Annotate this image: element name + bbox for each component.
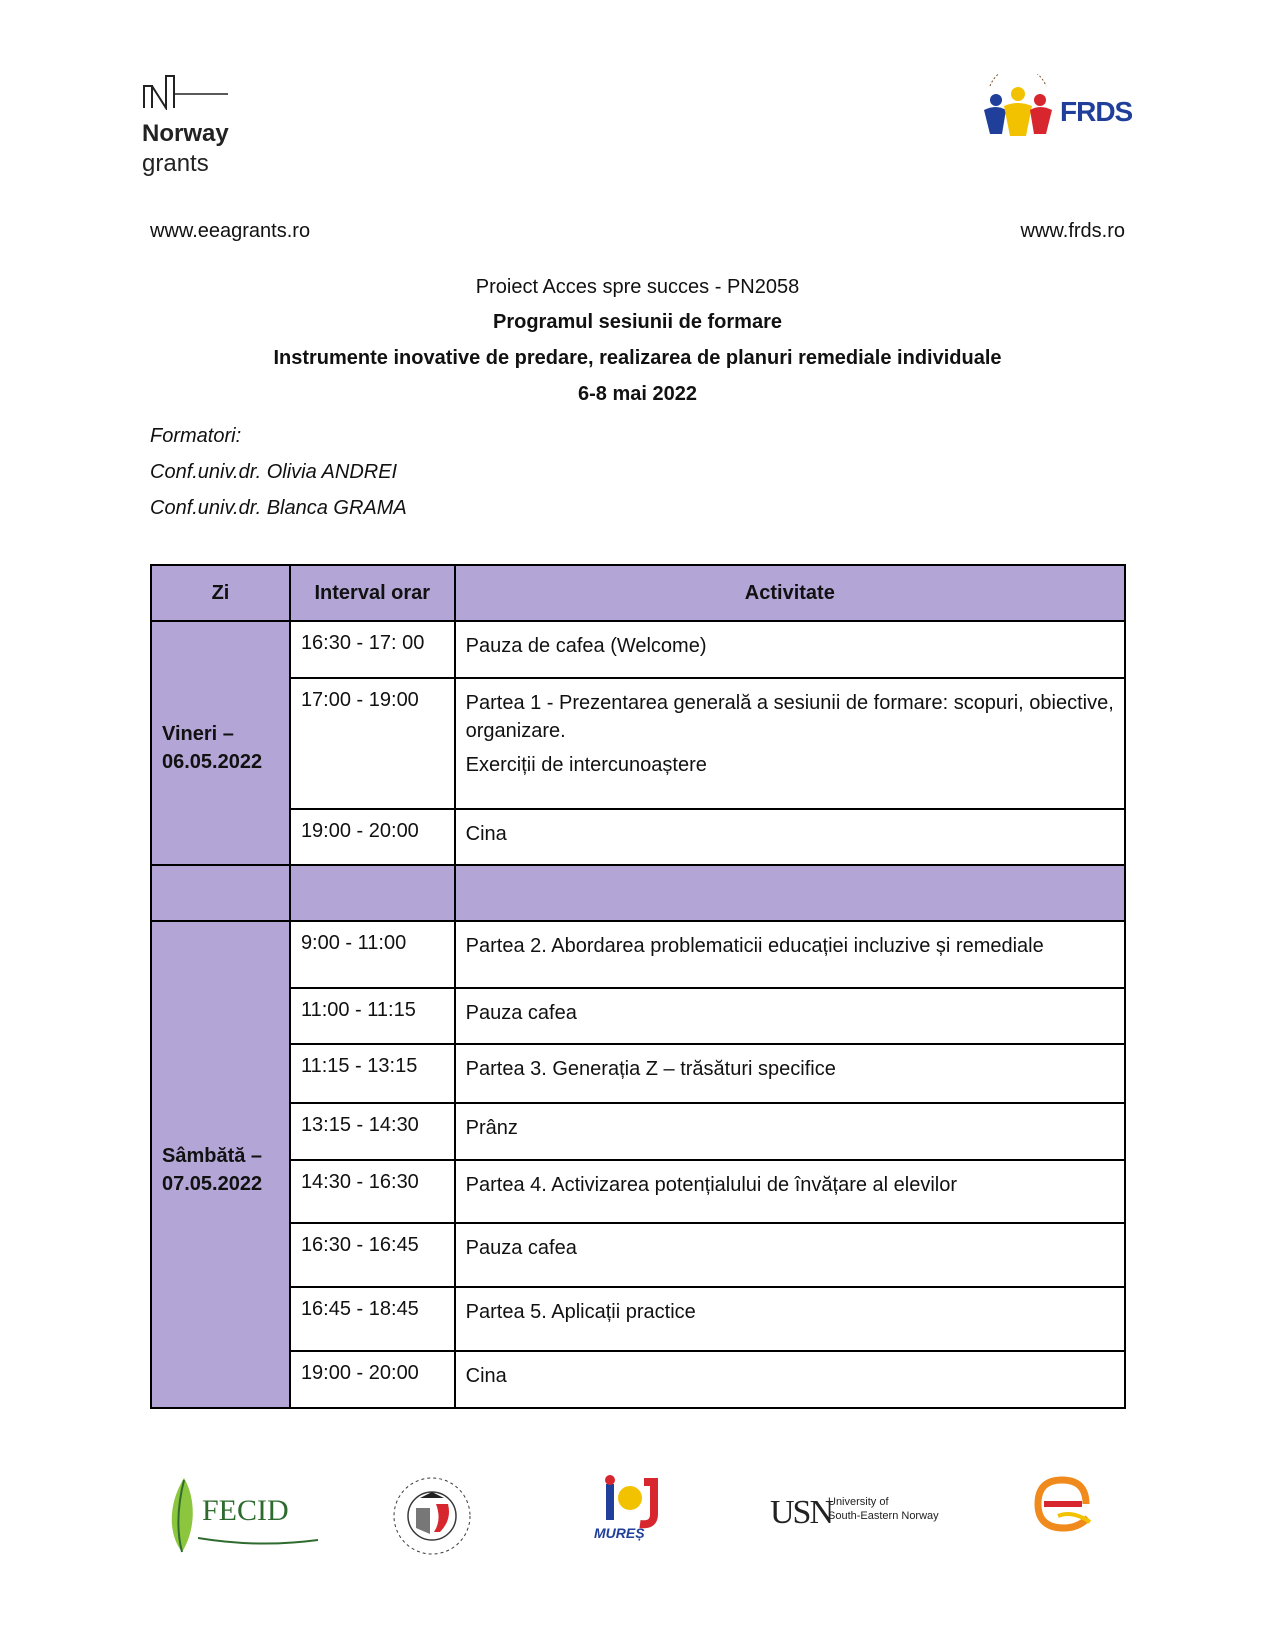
norway-logo-line1: Norway [142,120,229,147]
session-title: Instrumente inovative de predare, realizarea de planuri remediale individuale [273,347,1002,369]
activity-cell [455,678,1125,809]
empty-cell [151,865,290,921]
time-cell: 11:15 - 13:15 [290,1044,455,1103]
activity-text: Partea 1 - Prezentarea generală a sesiunii de formare: scopuri, obiective, organizare. [465,692,1114,742]
leaf-icon [162,1474,202,1554]
trainers-label: Formatori: [150,425,242,447]
day-label: Sâmbătă – [162,1144,263,1167]
time-cell: 17:00 - 19:00 [290,678,455,809]
activity-text: Prânz [465,1117,518,1139]
activity-cell [455,1287,1125,1351]
day-cell-saturday [151,921,290,1408]
activity-text: Pauza cafea [465,1002,577,1024]
activity-cell [455,809,1125,865]
day-cell-friday [151,621,290,865]
time-cell: 16:30 - 17: 00 [290,621,455,678]
time-cell: 19:00 - 20:00 [290,809,455,865]
url-eeagrants[interactable]: www.eeagrants.ro [150,220,311,242]
day-date: 06.05.2022 [162,751,263,773]
e-logo [1028,1474,1098,1554]
activity-text: Partea 3. Generația Z – trăsături specifice [465,1058,836,1080]
table-row [151,678,1125,809]
time-cell: 16:45 - 18:45 [290,1287,455,1351]
activity-cell [455,1160,1125,1223]
table-row [151,988,1125,1044]
trainer-name: Conf.univ.dr. Olivia ANDREI [150,461,398,483]
time-cell: 13:15 - 14:30 [290,1103,455,1160]
usn-line1: University of [828,1496,889,1508]
frds-logo-text: FRDS [1060,96,1133,127]
frds-figures-mark-icon [978,74,1058,144]
activity-text: Exerciții de intercunoaștere [465,754,707,776]
table-row [151,1287,1125,1351]
activity-cell [455,921,1125,988]
header-day: Zi [151,565,290,621]
frds-logo [982,74,1133,159]
norway-grants-mark-icon [142,74,232,110]
empty-cell [290,865,455,921]
table-header-row [151,565,1125,621]
isj-sibiu-logo [390,1474,480,1554]
activity-cell [455,621,1125,678]
header-time: Interval orar [290,565,455,621]
activity-text: Pauza cafea [465,1237,577,1259]
isj-mures-mark-icon [588,1474,668,1544]
session-dates: 6-8 mai 2022 [578,383,697,405]
activity-cell [455,1351,1125,1408]
norway-logo-line2: grants [142,150,209,177]
norway-grants-logo [142,74,262,184]
trainers-block [150,418,407,526]
table-row [151,1223,1125,1287]
e-logo-icon [1028,1474,1098,1534]
table-row [151,1103,1125,1160]
table-row [151,1044,1125,1103]
day-label: Vineri – [162,723,234,745]
table-row [151,1351,1125,1408]
separator-row [151,865,1125,921]
activity-cell [455,988,1125,1044]
activity-cell [455,1044,1125,1103]
fecid-text: FECID [202,1494,289,1527]
trainer-name: Conf.univ.dr. Blanca GRAMA [150,497,407,519]
swoosh-icon [198,1530,318,1550]
header-activity: Activitate [455,565,1125,621]
activity-cell [455,1103,1125,1160]
time-cell: 16:30 - 16:45 [290,1223,455,1287]
activity-text: Cina [465,823,507,845]
table-row [151,1160,1125,1223]
activity-text: Pauza de cafea (Welcome) [465,635,707,657]
table-row [151,921,1125,988]
url-frds[interactable]: www.frds.ro [1020,220,1125,242]
fecid-logo [162,1474,292,1554]
isj-mures-logo [588,1474,668,1554]
activity-text: Partea 5. Aplicații practice [465,1301,696,1323]
table-row [151,809,1125,865]
activity-text: Partea 2. Abordarea problematicii educației incluzive și remediale [465,935,1044,957]
table-row [151,621,1125,678]
empty-cell [455,865,1125,921]
usn-line2: South-Eastern Norway [828,1510,939,1522]
time-cell: 14:30 - 16:30 [290,1160,455,1223]
time-cell: 19:00 - 20:00 [290,1351,455,1408]
mures-text: MUREȘ [594,1525,645,1541]
day-date: 07.05.2022 [162,1172,263,1195]
project-name: Proiect Acces spre succes - PN2058 [475,276,800,298]
time-cell: 11:00 - 11:15 [290,988,455,1044]
activity-text: Partea 4. Activizarea potențialului de învățare al elevilor [465,1174,958,1196]
time-cell: 9:00 - 11:00 [290,921,455,988]
schedule-table [150,564,1126,1409]
program-title: Programul sesiunii de formare [493,311,782,333]
isj-sibiu-seal-icon [390,1474,474,1558]
usn-logo [770,1474,940,1554]
usn-mark: USN [770,1494,833,1531]
activity-cell [455,1223,1125,1287]
activity-text: Cina [465,1365,507,1387]
